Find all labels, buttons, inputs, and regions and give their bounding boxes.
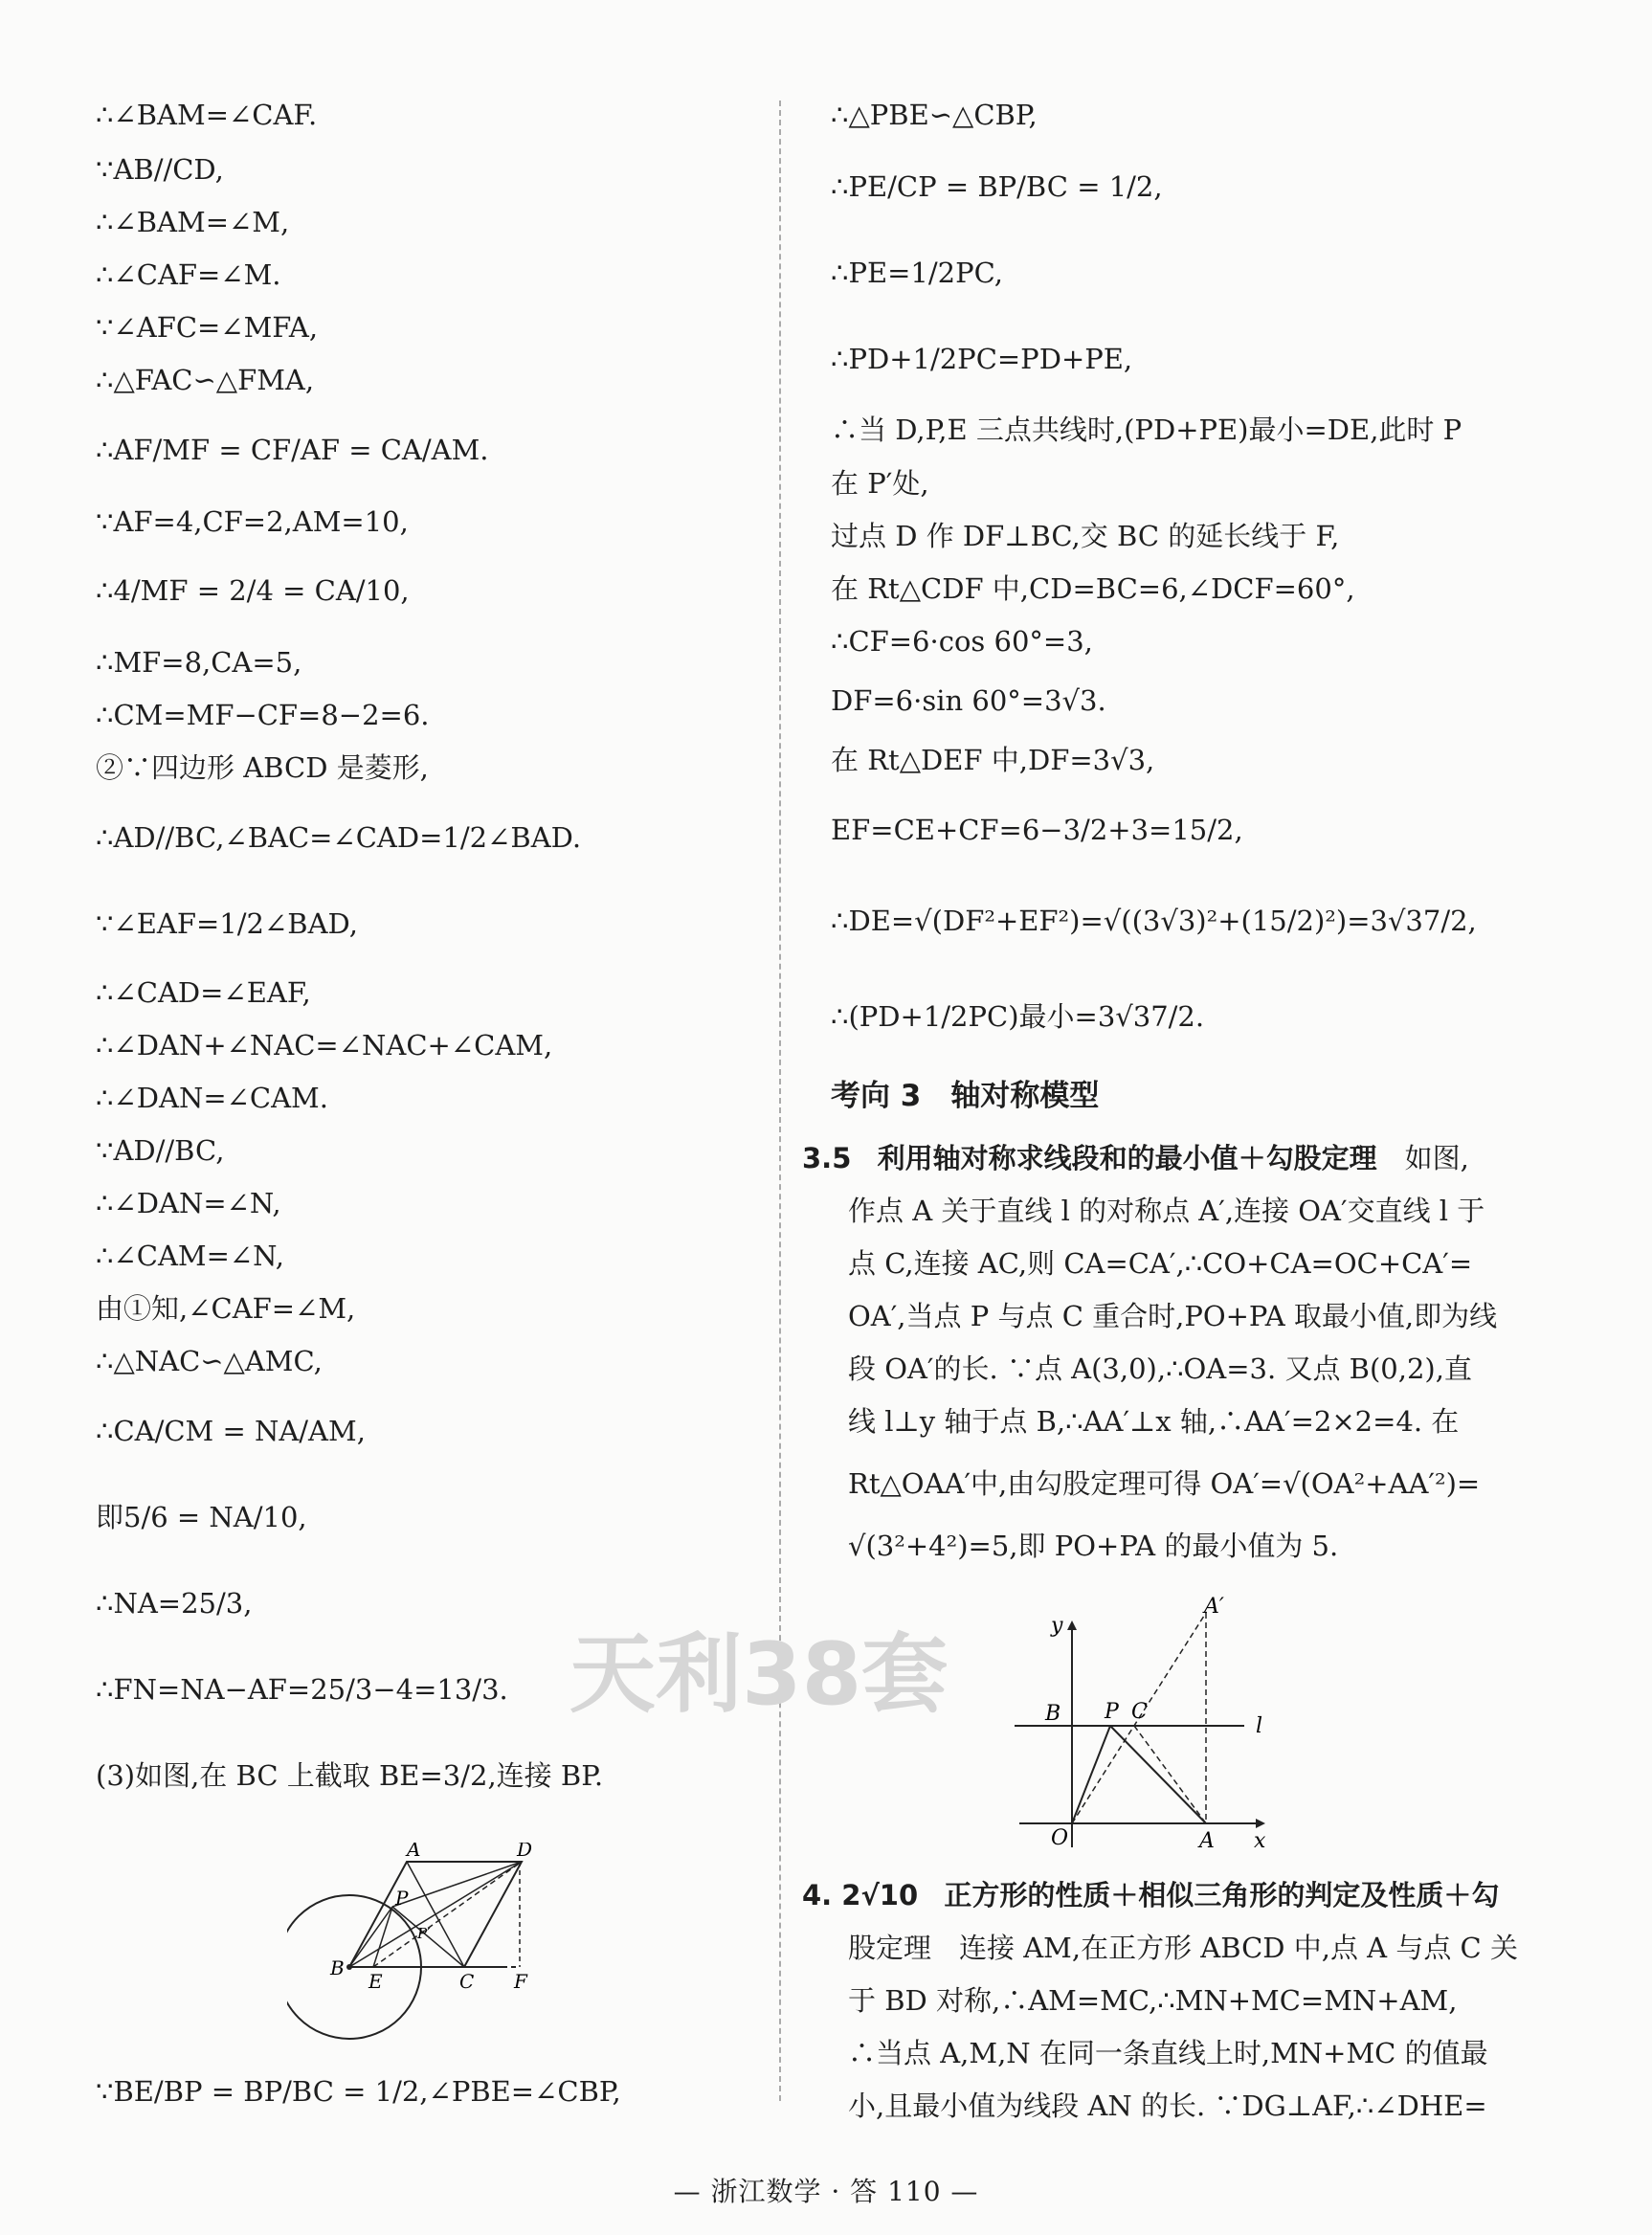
left-solution-line: ∴△NAC∽△AMC, bbox=[96, 1345, 323, 1377]
left-solution-line: ∴∠DAN+∠NAC=∠NAC+∠CAM, bbox=[96, 1029, 553, 1062]
right-lines-line: 在 Rt△DEF 中,DF=3√3, bbox=[831, 744, 1155, 776]
right-lines-line: ∴PE/CP = BP/BC = 1/2, bbox=[831, 170, 1163, 203]
right-lines-line: ∴CF=6·cos 60°=3, bbox=[831, 625, 1093, 658]
left-solution-line: ∴MF=8,CA=5, bbox=[96, 646, 302, 679]
q35-tail: 如图, bbox=[1376, 1142, 1469, 1174]
right-lines-line: ∴PD+1/2PC=PD+PE, bbox=[831, 343, 1133, 375]
fig-label-b: B bbox=[330, 1956, 345, 1979]
fig-label-c: C bbox=[459, 1970, 475, 1993]
point-label-a: A bbox=[1199, 1829, 1215, 1852]
right-lines-line: EF=CE+CF=6−3/2+3=15/2, bbox=[831, 814, 1243, 846]
right-lines-line: ∴(PD+1/2PC)最小=3√37/2. bbox=[831, 1000, 1205, 1033]
fig-label-e: E bbox=[368, 1970, 383, 1993]
left-solution-line: 由①知,∠CAF=∠M, bbox=[96, 1292, 356, 1325]
q35-lines-line: 点 C,连接 AC,则 CA=CA′,∴CO+CA=OC+CA′= bbox=[848, 1247, 1473, 1280]
rhombus-circle-figure bbox=[287, 1843, 555, 2063]
right-lines-line: 在 Rt△CDF 中,CD=BC=6,∠DCF=60°, bbox=[831, 572, 1355, 605]
left-solution-line: ∵∠EAF=1/2∠BAD, bbox=[96, 907, 358, 940]
fig-label-p-prime: P′ bbox=[417, 1925, 431, 1942]
q4-number: 4. 2√10 bbox=[802, 1879, 919, 1911]
q35-title bbox=[802, 1142, 1469, 1174]
q35-lines-line: 线 l⊥y 轴于点 B,∴AA′⊥x 轴,∴AA′=2×2=4. 在 bbox=[848, 1405, 1460, 1438]
axis-reflection-figure bbox=[1005, 1594, 1283, 1852]
left-solution-line: ∴∠CAF=∠M. bbox=[96, 258, 281, 291]
fig-label-f: F bbox=[514, 1970, 527, 1993]
right-lines-line: ∴DE=√(DF²+EF²)=√((3√3)²+(15/2)²)=3√37/2, bbox=[831, 905, 1477, 937]
left-solution-line: ∴∠CAM=∠N, bbox=[96, 1240, 284, 1272]
q4-title bbox=[802, 1879, 1499, 1911]
left-solution-line: ∴AF/MF = CF/AF = CA/AM. bbox=[96, 434, 489, 466]
left-solution-line: ∴CM=MF−CF=8−2=6. bbox=[96, 699, 430, 731]
left-solution-line: ②∵四边形 ABCD 是菱形, bbox=[96, 751, 429, 784]
left-solution-line: ∴4/MF = 2/4 = CA/10, bbox=[96, 574, 410, 607]
axis-label-x: x bbox=[1254, 1829, 1266, 1852]
left-solution-line: ∵AF=4,CF=2,AM=10, bbox=[96, 505, 409, 538]
point-label-p: P bbox=[1105, 1700, 1119, 1724]
right-lines-line: 在 P′处, bbox=[831, 467, 929, 500]
left-solution-line: ∴△FAC∽△FMA, bbox=[96, 364, 315, 396]
left-solution-line: ∴NA=25/3, bbox=[96, 1587, 253, 1620]
fig-label-d: D bbox=[517, 1843, 533, 1861]
right-lines-line: ∴当 D,P,E 三点共线时,(PD+PE)最小=DE,此时 P bbox=[831, 413, 1462, 446]
point-label-a-prime: A′ bbox=[1204, 1595, 1224, 1619]
fig-label-p: P bbox=[395, 1887, 409, 1910]
q35-number: 3.5 bbox=[802, 1142, 852, 1174]
left-solution-line: ∵BE/BP = BP/BC = 1/2,∠PBE=∠CBP, bbox=[96, 2075, 621, 2108]
left-solution-line: ∵∠AFC=∠MFA, bbox=[96, 311, 319, 344]
right-lines-line: ∴△PBE∽△CBP, bbox=[831, 99, 1038, 131]
q4-lines-line: 股定理 连接 AM,在正方形 ABCD 中,点 A 与点 C 关 bbox=[848, 1932, 1518, 1964]
left-solution-line: ∵AB//CD, bbox=[96, 153, 224, 186]
q35-topic: 利用轴对称求线段和的最小值＋勾股定理 bbox=[877, 1142, 1377, 1174]
left-solution-line: ∴CA/CM = NA/AM, bbox=[96, 1415, 366, 1447]
left-solution-line: ∴∠DAN=∠CAM. bbox=[96, 1082, 328, 1114]
left-solution-line: ∴FN=NA−AF=25/3−4=13/3. bbox=[96, 1673, 508, 1706]
q4-lines-line: 小,且最小值为线段 AN 的长. ∵DG⊥AF,∴∠DHE= bbox=[848, 2090, 1487, 2122]
q35-lines-line: 作点 A 关于直线 l 的对称点 A′,连接 OA′交直线 l 于 bbox=[848, 1195, 1485, 1227]
page-footer: — 浙江数学 · 答 110 — bbox=[673, 2176, 979, 2207]
line-label-l: l bbox=[1256, 1714, 1263, 1738]
watermark-logo bbox=[560, 1589, 991, 1780]
right-lines-line: ∴PE=1/2PC, bbox=[831, 257, 1003, 289]
fig-label-a: A bbox=[407, 1843, 421, 1861]
watermark-text: 天利38套 bbox=[569, 1624, 949, 1725]
left-solution-line: ∴∠BAM=∠CAF. bbox=[96, 99, 318, 131]
q4-lines-line: 于 BD 对称,∴AM=MC,∴MN+MC=MN+AM, bbox=[848, 1984, 1458, 2017]
right-lines-line: 过点 D 作 DF⊥BC,交 BC 的延长线于 F, bbox=[831, 520, 1340, 552]
point-label-c: C bbox=[1131, 1700, 1148, 1724]
section-heading: 考向 3 轴对称模型 bbox=[831, 1079, 1100, 1113]
q35-lines-line: Rt△OAA′中,由勾股定理可得 OA′=√(OA²+AA′²)= bbox=[848, 1467, 1481, 1500]
left-solution-line: ∴∠DAN=∠N, bbox=[96, 1187, 281, 1219]
left-solution-line: ∵AD//BC, bbox=[96, 1134, 225, 1167]
point-label-o: O bbox=[1051, 1826, 1069, 1850]
q4-lines-line: ∴当点 A,M,N 在同一条直线上时,MN+MC 的值最 bbox=[848, 2037, 1488, 2069]
column-divider bbox=[779, 101, 781, 2101]
point-label-b: B bbox=[1045, 1702, 1061, 1726]
axis-label-y: y bbox=[1051, 1614, 1063, 1638]
left-solution-line: ∴∠CAD=∠EAF, bbox=[96, 976, 311, 1009]
left-solution-line: (3)如图,在 BC 上截取 BE=3/2,连接 BP. bbox=[96, 1759, 604, 1792]
q35-lines-line: OA′,当点 P 与点 C 重合时,PO+PA 取最小值,即为线 bbox=[848, 1300, 1498, 1332]
left-solution-line: 即5/6 = NA/10, bbox=[96, 1501, 307, 1533]
q35-lines-line: √(3²+4²)=5,即 PO+PA 的最小值为 5. bbox=[848, 1530, 1339, 1562]
right-lines-line: DF=6·sin 60°=3√3. bbox=[831, 684, 1106, 717]
q4-topic: 正方形的性质＋相似三角形的判定及性质＋勾 bbox=[944, 1879, 1500, 1911]
q35-lines-line: 段 OA′的长. ∵点 A(3,0),∴OA=3. 又点 B(0,2),直 bbox=[848, 1352, 1472, 1385]
left-solution-line: ∴AD//BC,∠BAC=∠CAD=1/2∠BAD. bbox=[96, 821, 582, 854]
left-solution-line: ∴∠BAM=∠M, bbox=[96, 206, 290, 238]
